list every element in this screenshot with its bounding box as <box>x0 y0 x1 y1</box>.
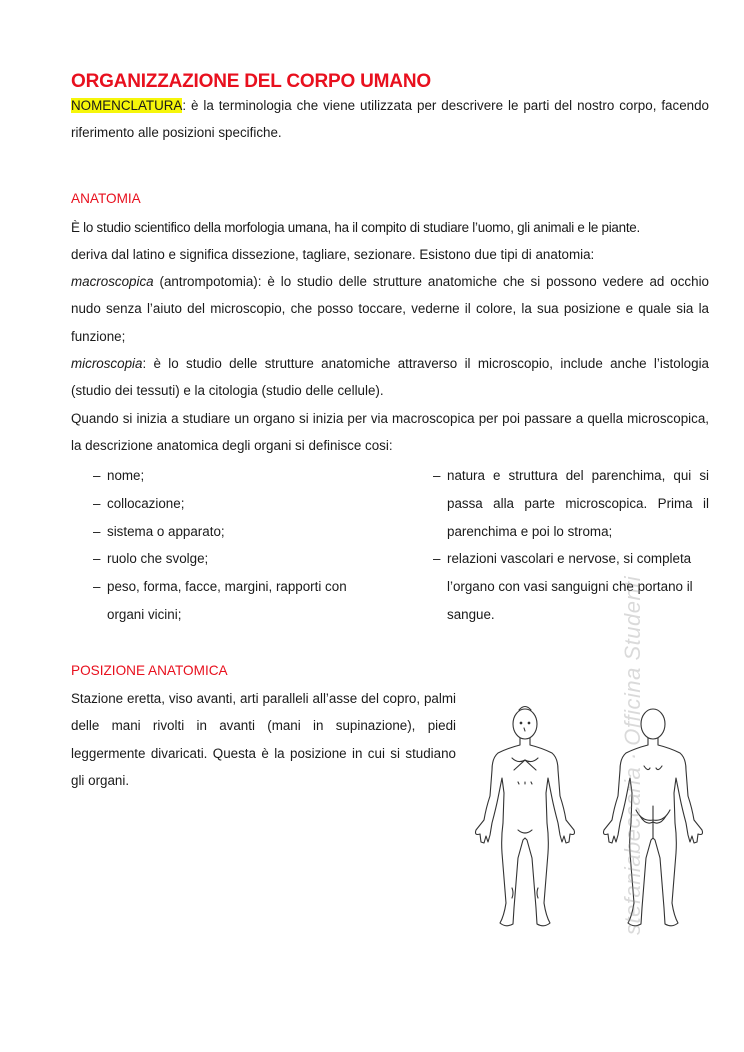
nomenclatura-paragraph <box>71 92 709 147</box>
nomenclatura-definition: : è la terminologia che viene utilizzata per descrivere le parti del nostro corpo, facendo riferimento alle posizioni specifiche. <box>71 98 709 141</box>
organ-description-intro: Quando si inizia a studiare un organo si inizia per via macroscopica per poi passare a quella microscopica, la descrizione anatomica degli organi si definisce cosi: <box>71 411 709 454</box>
list-item: – peso, forma, facce, margini, rapporti con organi vicini; <box>93 573 383 629</box>
list-item: – collocazione; <box>93 490 383 518</box>
list-item: – relazioni vascolari e nervose, si completa l’organo con vasi sanguigni che portano il sangue. <box>433 545 709 628</box>
organ-description-list-right <box>433 462 709 629</box>
list-item: – sistema o apparato; <box>93 518 383 546</box>
section-heading-anatomia: ANATOMIA <box>71 191 141 206</box>
section-heading-posizione-anatomica: POSIZIONE ANATOMICA <box>71 663 228 678</box>
list-item: – natura e struttura del parenchima, qui si passa alla parte microscopica. Prima il parenchima e poi lo stroma; <box>433 462 709 545</box>
list-item: – ruolo che svolge; <box>93 545 383 573</box>
dash-bullet-icon: – <box>93 495 101 511</box>
anatomia-line-1: È lo studio scientifico della morfologia umana, ha il compito di studiare l’uomo, gli animali e le piante. <box>71 220 640 235</box>
microscopia-term: microscopia <box>71 356 143 371</box>
macroscopica-text: (antrompotomia): è lo studio delle strutture anatomiche che si possono vedere ad occhio nudo senza l’aiuto del microscopio, che posso toccare, vederne il colore, la sua posizione e quale sia la funzione; <box>71 274 709 344</box>
watermark: stefaniabeccaria · Officina Studenti <box>620 575 645 935</box>
anatomia-line-2: deriva dal latino e significa dissezione, tagliare, sezionare. Esistono due tipi di anatomia: <box>71 247 595 262</box>
dash-bullet-icon: – <box>93 468 101 483</box>
anatomical-position-figure <box>468 698 716 940</box>
dash-bullet-icon: – <box>93 579 101 595</box>
dash-bullet-icon: – <box>93 523 101 539</box>
human-body-front-back-icon <box>468 698 716 940</box>
microscopia-text: : è lo studio delle strutture anatomiche attraverso il microscopio, include anche l’istologia (studio dei tessuti) e la citologia (studio delle cellule). <box>71 356 709 399</box>
microscopia-paragraph <box>71 350 709 405</box>
nomenclatura-term: NOMENCLATURA <box>71 98 183 113</box>
page-title: ORGANIZZAZIONE DEL CORPO UMANO <box>71 71 431 92</box>
macroscopica-paragraph <box>71 268 709 350</box>
list-item: – nome; <box>93 462 383 490</box>
posizione-anatomica-paragraph: Stazione eretta, viso avanti, arti paralleli all’asse del copro, palmi delle mani rivolti in avanti (mani in supinazione), piedi leggermente divaricati. Questa è la posizione in cui si studiano gli organi. <box>71 691 456 788</box>
organ-description-list-left <box>93 462 383 629</box>
macroscopica-term: macroscopica <box>71 274 154 289</box>
dash-bullet-icon: – <box>433 551 441 567</box>
dash-bullet-icon: – <box>93 551 101 567</box>
dash-bullet-icon: – <box>433 468 441 483</box>
